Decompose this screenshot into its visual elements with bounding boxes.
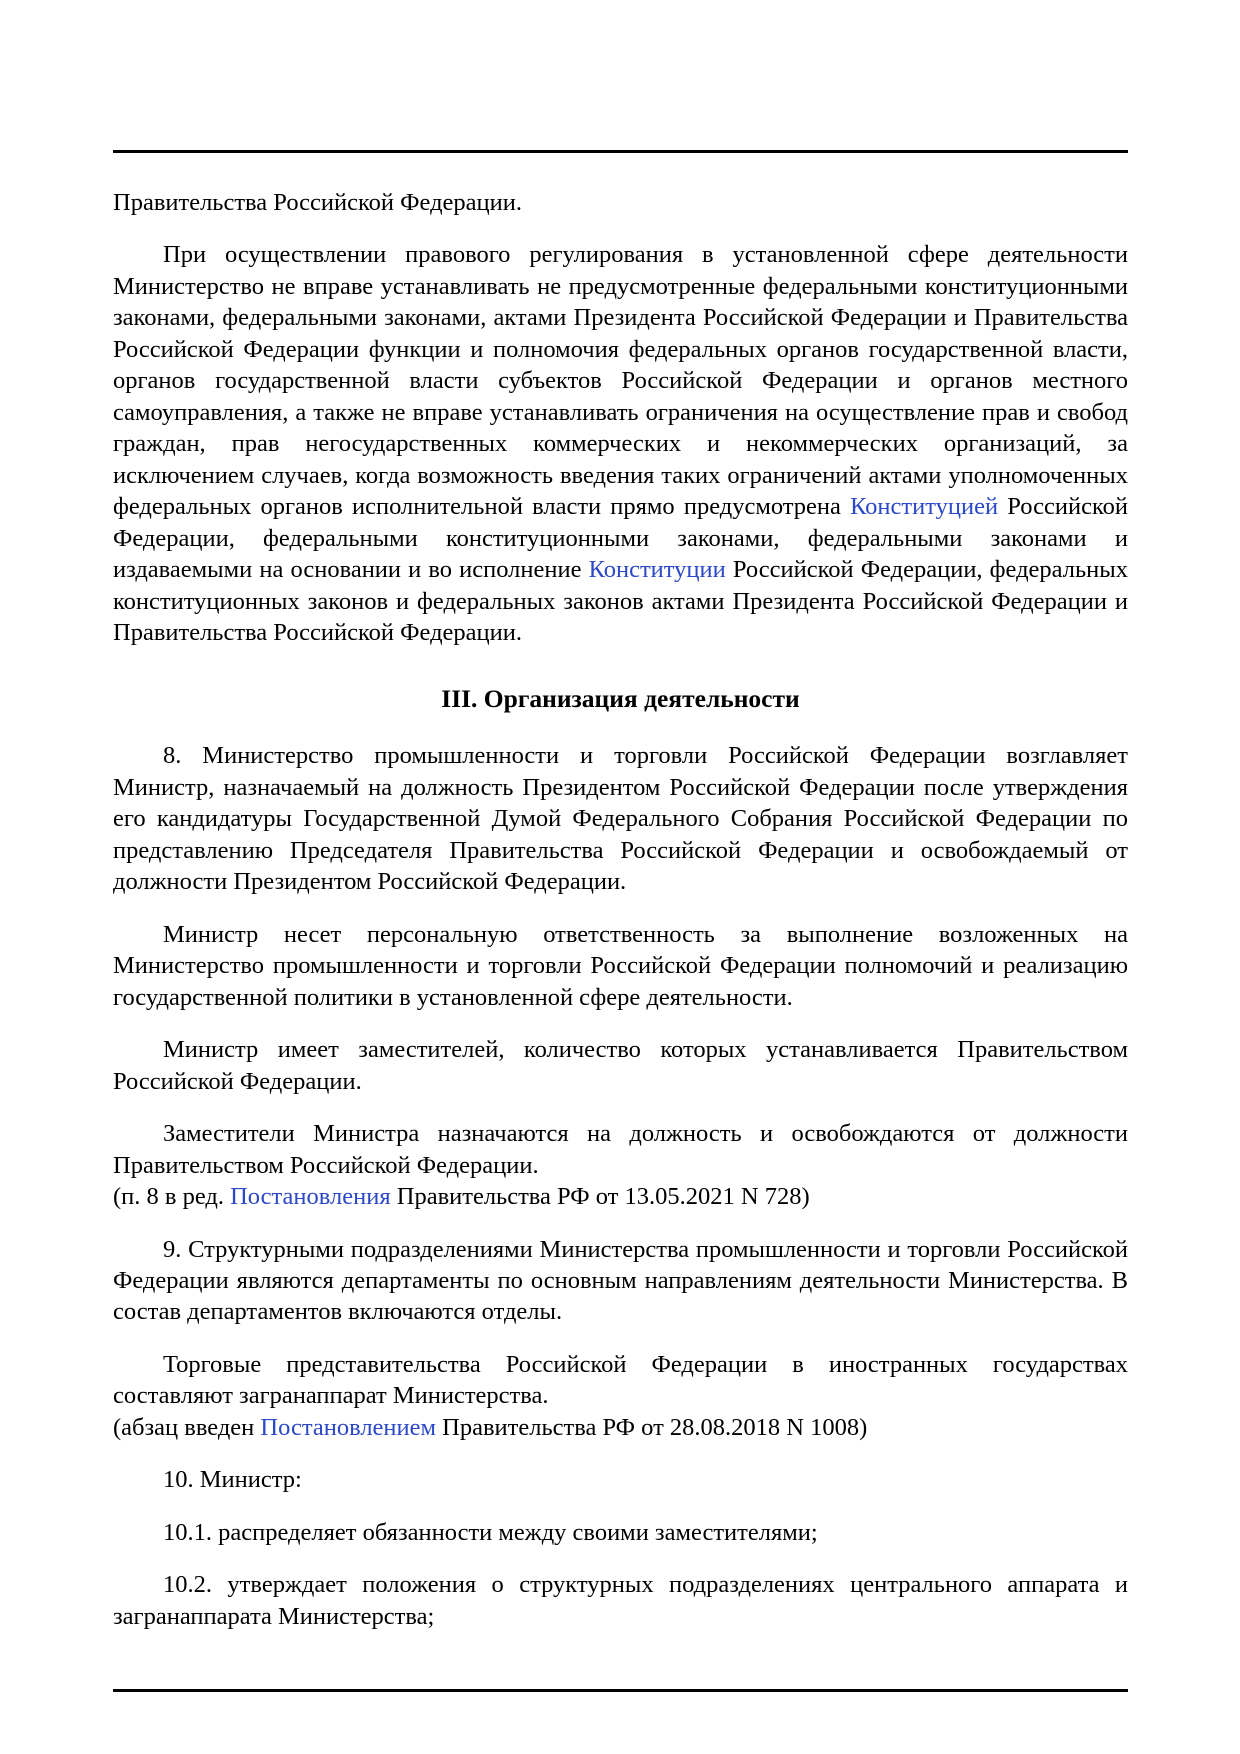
paragraph-item-10-1: 10.1. распределяет обязанности между своими заместителями; [163,1518,818,1546]
document-link[interactable]: Постановлением [260,1413,437,1441]
paragraph-item-10-2: 10.2. утверждает положения о структурных подразделениях центрального аппарата и загранаппарата Министерства; [113,1571,1128,1630]
paragraph-item-9: 9. Структурными подразделениями Министерства промышленности и торговли Российской Федерации являются департаменты по основным направлениям деятельности Министерства. В состав департаментов включаются отделы. [113,1235,1128,1326]
paragraph-item-10: 10. Министр: [163,1466,302,1494]
document-link[interactable]: Постановления [230,1183,391,1211]
document-link[interactable]: Конституции [588,556,726,584]
paragraph-deputies-appointment: Заместители Министра назначаются на должность и освобождаются от должности Правительством Российской Федерации. [113,1120,1128,1179]
paragraph-minister-responsibility: Министр несет персональную ответственность за выполнение возложенных на Министерство промышленности и торговли Российской Федерации полномочий и реализацию государственной политики в установленной сфере деятельности. [113,920,1128,1011]
paragraph-legal-regulation: При осуществлении правового регулирования в установленной сфере деятельности Министерство не вправе устанавливать не предусмотренные федеральными конституционными законами, федеральными законами, актами Президента Российской Федерации и Правительства Российской Федерации функции и полномочия федеральных органов государственной власти, органов государственной власти субъектов Российской Федерации и органов местного самоуправления, а также не вправе устанавливать ограничения на осуществление прав и свобод граждан, прав негосударственных коммерческих и некоммерческих организаций, за исключением случаев, когда возможность введения таких ограничений актами уполномоченных федеральных органов исполнительной власти прямо предусмотрена Конституцией Российской Федерации, федеральными конституционными законами, федеральными законами и издаваемыми на основании и во исполнение Конституции Российской Федерации, федеральных конституционных законов и федеральных законов актами Президента Российской Федерации и Правительства Российской Федерации. [113,241,1128,647]
document-body [113,150,1128,1653]
paragraph-item-8: 8. Министерство промышленности и торговли Российской Федерации возглавляет Министр, назначаемый на должность Президентом Российской Федерации после утверждения его кандидатуры Государственной Думой Федерального Собрания Российской Федерации по представлению Председателя Правительства Российской Федерации и освобождаемый от должности Президентом Российской Федерации. [113,742,1128,896]
section-heading-organization: III. Организация деятельности [441,683,800,713]
paragraph-amendment-reference-8: (п. 8 в ред. Постановления Правительства РФ от 13.05.2021 N 728) [113,1183,810,1211]
document-link[interactable]: Конституцией [850,493,999,521]
footer-rule [113,1689,1128,1692]
paragraph-government-continuation: Правительства Российской Федерации. [113,189,522,216]
paragraph-amendment-reference-9: (абзац введен Постановлением Правительства РФ от 28.08.2018 N 1008) [113,1413,868,1441]
paragraph-trade-missions: Торговые представительства Российской Федерации в иностранных государствах составляют загранаппарат Министерства. [113,1350,1128,1410]
paragraph-minister-deputies: Министр имеет заместителей, количество которых устанавливается Правительством Российской Федерации. [113,1036,1128,1095]
header-rule [113,150,1128,153]
